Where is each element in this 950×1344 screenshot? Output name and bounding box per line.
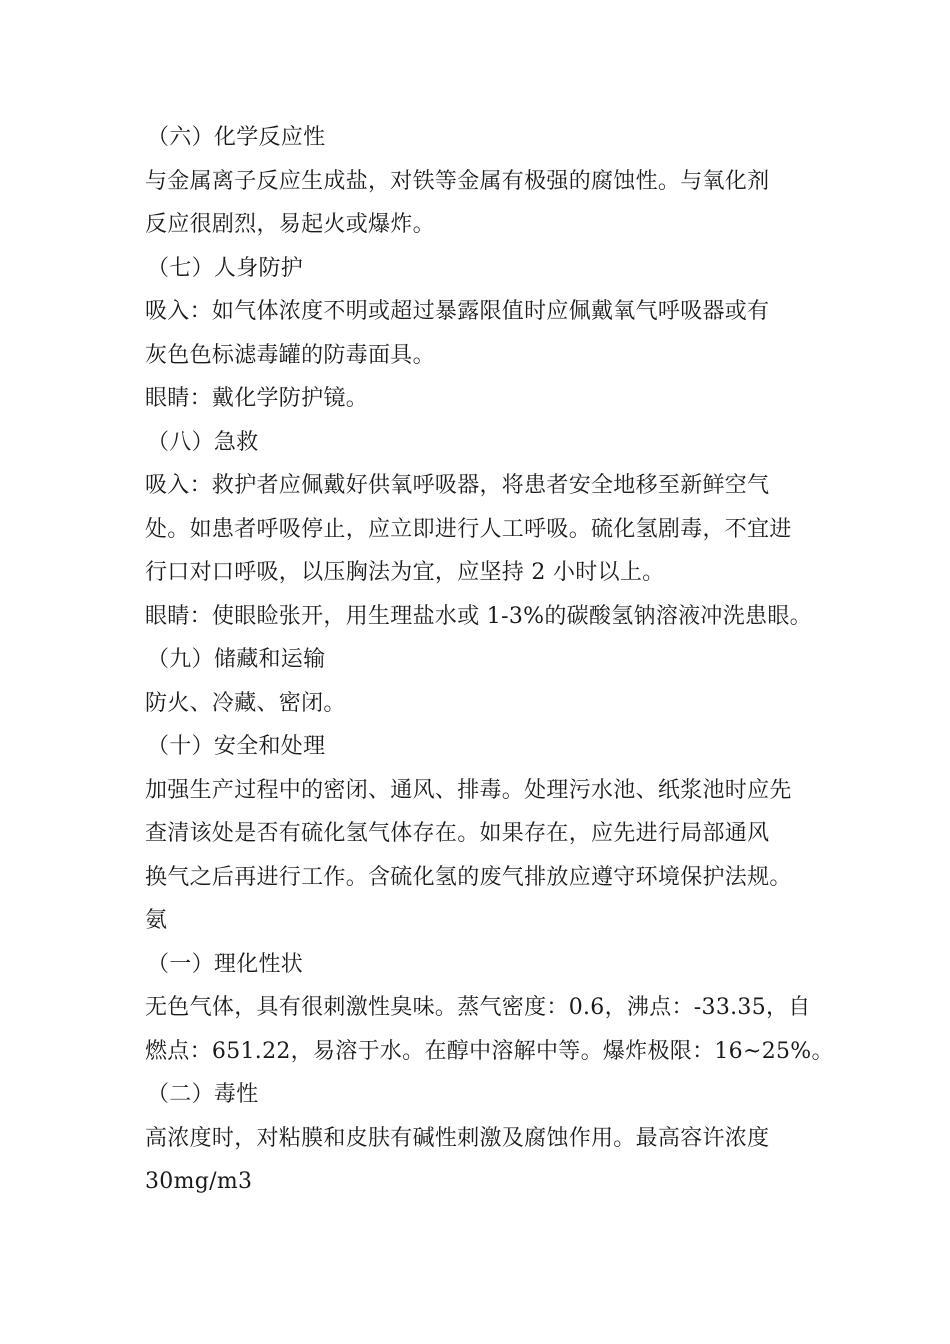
section-heading-properties: （一）理化性状 bbox=[147, 951, 304, 977]
paragraph-line: 眼睛：戴化学防护镜。 bbox=[145, 386, 369, 411]
paragraph-line: 处。如患者呼吸停止，应立即进行人工呼吸。硫化氢剧毒，不宜进 bbox=[145, 516, 792, 542]
paragraph-line: 换气之后再进行工作。含硫化氢的废气排放应遵守环境保护法规。 bbox=[145, 864, 792, 890]
paragraph-line: 30mg/m3 bbox=[145, 1169, 253, 1194]
substance-title: 氨 bbox=[145, 908, 168, 933]
paragraph-line: 吸入：如气体浓度不明或超过暴露限值时应佩戴氧气呼吸器或有 bbox=[145, 299, 770, 324]
section-heading-personal-protection: （七）人身防护 bbox=[147, 255, 304, 281]
paragraph-line: 防火、冷藏、密闭。 bbox=[145, 690, 346, 716]
paragraph-line: 燃点：651.22，易溶于水。在醇中溶解中等。爆炸极限：16~25%。 bbox=[145, 1038, 834, 1064]
paragraph-line: 查清该处是否有硫化氢气体存在。如果存在，应先进行局部通风 bbox=[145, 821, 770, 846]
paragraph-line: 行口对口呼吸，以压胸法为宜，应坚持 2 小时以上。 bbox=[145, 560, 665, 585]
section-heading-safety-handling: （十）安全和处理 bbox=[147, 734, 326, 759]
paragraph-line: 灰色色标滤毒罐的防毒面具。 bbox=[145, 342, 435, 368]
paragraph-line: 加强生产过程中的密闭、通风、排毒。处理污水池、纸浆池时应先 bbox=[145, 777, 792, 803]
section-heading-chemical-reactivity: （六）化学反应性 bbox=[147, 125, 326, 150]
section-heading-toxicity: （二）毒性 bbox=[147, 1082, 259, 1107]
paragraph-line: 反应很剧烈，易起火或爆炸。 bbox=[145, 212, 435, 237]
paragraph-line: 高浓度时，对粘膜和皮肤有碱性刺激及腐蚀作用。最高容许浓度 bbox=[145, 1125, 770, 1151]
section-heading-first-aid: （八）急救 bbox=[147, 429, 259, 455]
paragraph-line: 无色气体，具有很刺激性臭味。蒸气密度：0.6，沸点：-33.35，自 bbox=[145, 995, 811, 1020]
section-heading-storage-transport: （九）储藏和运输 bbox=[147, 647, 326, 672]
document-body bbox=[145, 116, 834, 1204]
paragraph-line: 眼睛：使眼睑张开，用生理盐水或 1-3%的碳酸氢钠溶液冲洗患眼。 bbox=[145, 603, 812, 629]
paragraph-line: 吸入：救护者应佩戴好供氧呼吸器，将患者安全地移至新鲜空气 bbox=[145, 473, 770, 498]
paragraph-line: 与金属离子反应生成盐，对铁等金属有极强的腐蚀性。与氧化剂 bbox=[145, 168, 770, 194]
